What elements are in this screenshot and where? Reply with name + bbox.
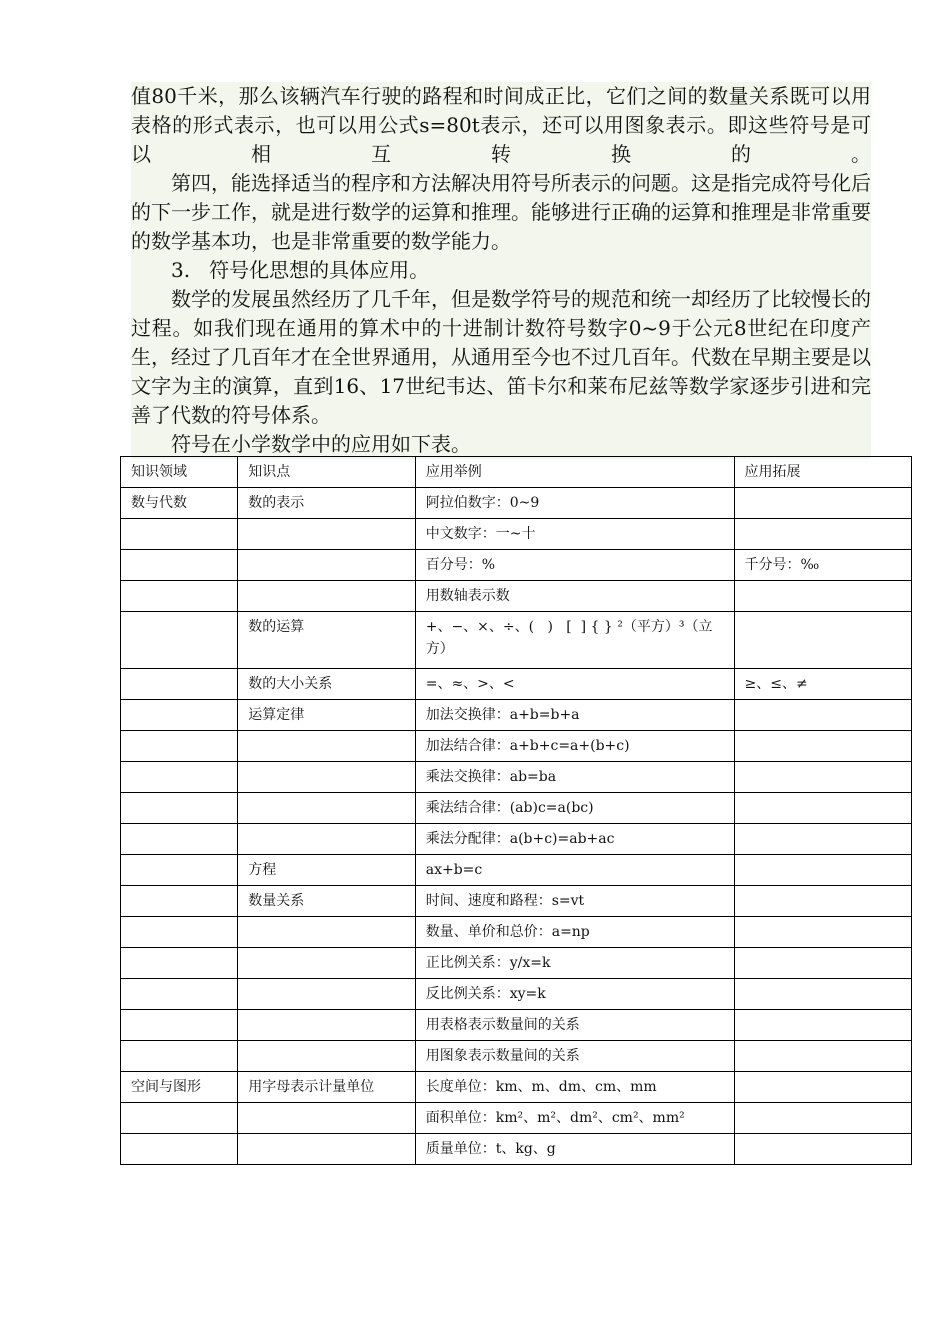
table-cell: 长度单位：km、m、dm、cm、mm: [415, 1072, 734, 1103]
table-cell: [238, 581, 415, 612]
table-cell: 用字母表示计量单位: [238, 1072, 415, 1103]
table-cell: [734, 1010, 911, 1041]
header-cell: 应用拓展: [734, 457, 911, 488]
table-cell: 乘法分配律：a(b+c)=ab+ac: [415, 824, 734, 855]
table-cell: [121, 669, 238, 700]
table-cell: [734, 612, 911, 669]
body-text: [131, 82, 871, 459]
table-header-row: [121, 457, 912, 488]
table-cell: ≥、≤、≠: [734, 669, 911, 700]
table-cell: [734, 948, 911, 979]
table-cell: 面积单位：km²、m²、dm²、cm²、mm²: [415, 1103, 734, 1134]
table-cell: [734, 1103, 911, 1134]
paragraph-2: 第四，能选择适当的程序和方法解决用符号所表示的问题。这是指完成符号化后的下一步工作，就是进行数学的运算和推理。能够进行正确的运算和推理是非常重要的数学基本功，也是非常重要的数学能力。: [131, 171, 871, 253]
table-row: [121, 855, 912, 886]
table-cell: [734, 1072, 911, 1103]
table-cell: [734, 855, 911, 886]
table-cell: [734, 886, 911, 917]
table-cell: [238, 1103, 415, 1134]
header-cell: 知识点: [238, 457, 415, 488]
table-cell: [238, 1134, 415, 1165]
table-cell: [121, 1134, 238, 1165]
table-cell: 数的大小关系: [238, 669, 415, 700]
table-cell: 阿拉伯数字：0~9: [415, 488, 734, 519]
table-row: [121, 886, 912, 917]
table-cell: 运算定律: [238, 700, 415, 731]
table-cell: [121, 762, 238, 793]
table-row: [121, 1103, 912, 1134]
table-cell: [121, 917, 238, 948]
table-cell: 百分号：%: [415, 550, 734, 581]
table-row: [121, 488, 912, 519]
table-cell: 方程: [238, 855, 415, 886]
header-cell: 知识领域: [121, 457, 238, 488]
table-cell: [121, 855, 238, 886]
table-cell: [734, 917, 911, 948]
header-cell: 应用举例: [415, 457, 734, 488]
table-row: [121, 700, 912, 731]
table-cell: [734, 762, 911, 793]
table-cell: [121, 550, 238, 581]
table-cell: 中文数字：一~十: [415, 519, 734, 550]
table-cell: 数量关系: [238, 886, 415, 917]
table-cell: [121, 1103, 238, 1134]
table-cell: 正比例关系：y/x=k: [415, 948, 734, 979]
table-cell: 用图象表示数量间的关系: [415, 1041, 734, 1072]
table-cell: [734, 488, 911, 519]
table-cell: [121, 824, 238, 855]
table-cell: 千分号：‰: [734, 550, 911, 581]
table-cell: [734, 519, 911, 550]
table-cell: [121, 793, 238, 824]
table-row: [121, 762, 912, 793]
table-cell: [121, 1041, 238, 1072]
table-row: [121, 550, 912, 581]
table-row: [121, 612, 912, 669]
table-cell: ax+b=c: [415, 855, 734, 886]
table-row: [121, 1134, 912, 1165]
section-heading: 3. 符号化思想的具体应用。: [171, 258, 430, 282]
paragraph-3: 数学的发展虽然经历了几千年，但是数学符号的规范和统一却经历了比较慢长的过程。如我们现在通用的算术中的十进制计数符号数字0~9于公元8世纪在印度产生，经过了几百年才在全世界通用，从通用至今也不过几百年。代数在早期主要是以文字为主的演算，直到16、17世纪韦达、笛卡尔和莱布尼兹等数学家逐步引进和完善了代数的符号体系。: [131, 287, 871, 427]
table-cell: [238, 519, 415, 550]
table-cell: 用数轴表示数: [415, 581, 734, 612]
table-cell: [734, 1041, 911, 1072]
symbol-application-table: [120, 456, 912, 1165]
table-cell: [734, 731, 911, 762]
table-cell: 数量、单价和总价：a=np: [415, 917, 734, 948]
table-cell: [238, 948, 415, 979]
table-cell: [238, 1010, 415, 1041]
table-cell: =、≈、>、<: [415, 669, 734, 700]
table-cell: [121, 700, 238, 731]
table-cell: [121, 948, 238, 979]
table-cell: 用表格表示数量间的关系: [415, 1010, 734, 1041]
table-cell: 空间与图形: [121, 1072, 238, 1103]
table-cell: [121, 1010, 238, 1041]
table-cell: [121, 979, 238, 1010]
table-cell: [238, 731, 415, 762]
table-row: [121, 1010, 912, 1041]
table-cell: [734, 700, 911, 731]
table-cell: [734, 1134, 911, 1165]
table-cell: [121, 612, 238, 669]
table-cell: 乘法交换律：ab=ba: [415, 762, 734, 793]
table-cell: [238, 762, 415, 793]
table-cell: [121, 519, 238, 550]
table-cell: [121, 731, 238, 762]
table-cell: 乘法结合律：(ab)c=a(bc): [415, 793, 734, 824]
paragraph-1: 值80千米，那么该辆汽车行驶的路程和时间成正比，它们之间的数量关系既可以用表格的形式表示，也可以用公式s=80t表示，还可以用图象表示。即这些符号是可以相互转换的。: [131, 84, 871, 166]
table-cell: 加法结合律：a+b+c=a+(b+c): [415, 731, 734, 762]
table-cell: 数的运算: [238, 612, 415, 669]
table-cell: 反比例关系：xy=k: [415, 979, 734, 1010]
table-cell: [238, 824, 415, 855]
table-cell: [734, 979, 911, 1010]
table-cell: +、−、×、÷、( ) [ ] { } ²（平方）³（立方）: [415, 612, 734, 669]
table-row: [121, 917, 912, 948]
table-row: [121, 1041, 912, 1072]
table-row: [121, 948, 912, 979]
table-cell: [734, 793, 911, 824]
table-row: [121, 793, 912, 824]
table-cell: 加法交换律：a+b=b+a: [415, 700, 734, 731]
table-cell: [121, 886, 238, 917]
table-row: [121, 669, 912, 700]
table-cell: 数的表示: [238, 488, 415, 519]
table-row: [121, 519, 912, 550]
table-cell: [238, 550, 415, 581]
table-cell: 质量单位：t、kg、g: [415, 1134, 734, 1165]
table-row: [121, 581, 912, 612]
table-row: [121, 731, 912, 762]
table-cell: 数与代数: [121, 488, 238, 519]
table-row: [121, 824, 912, 855]
table-intro: 符号在小学数学中的应用如下表。: [171, 432, 471, 456]
table-cell: [238, 793, 415, 824]
table-cell: [734, 824, 911, 855]
table-cell: 时间、速度和路程：s=vt: [415, 886, 734, 917]
table-cell: [238, 1041, 415, 1072]
table-cell: [121, 581, 238, 612]
table-cell: [238, 979, 415, 1010]
table-cell: [238, 917, 415, 948]
table-row: [121, 979, 912, 1010]
table-cell: [734, 581, 911, 612]
table-row: [121, 1072, 912, 1103]
